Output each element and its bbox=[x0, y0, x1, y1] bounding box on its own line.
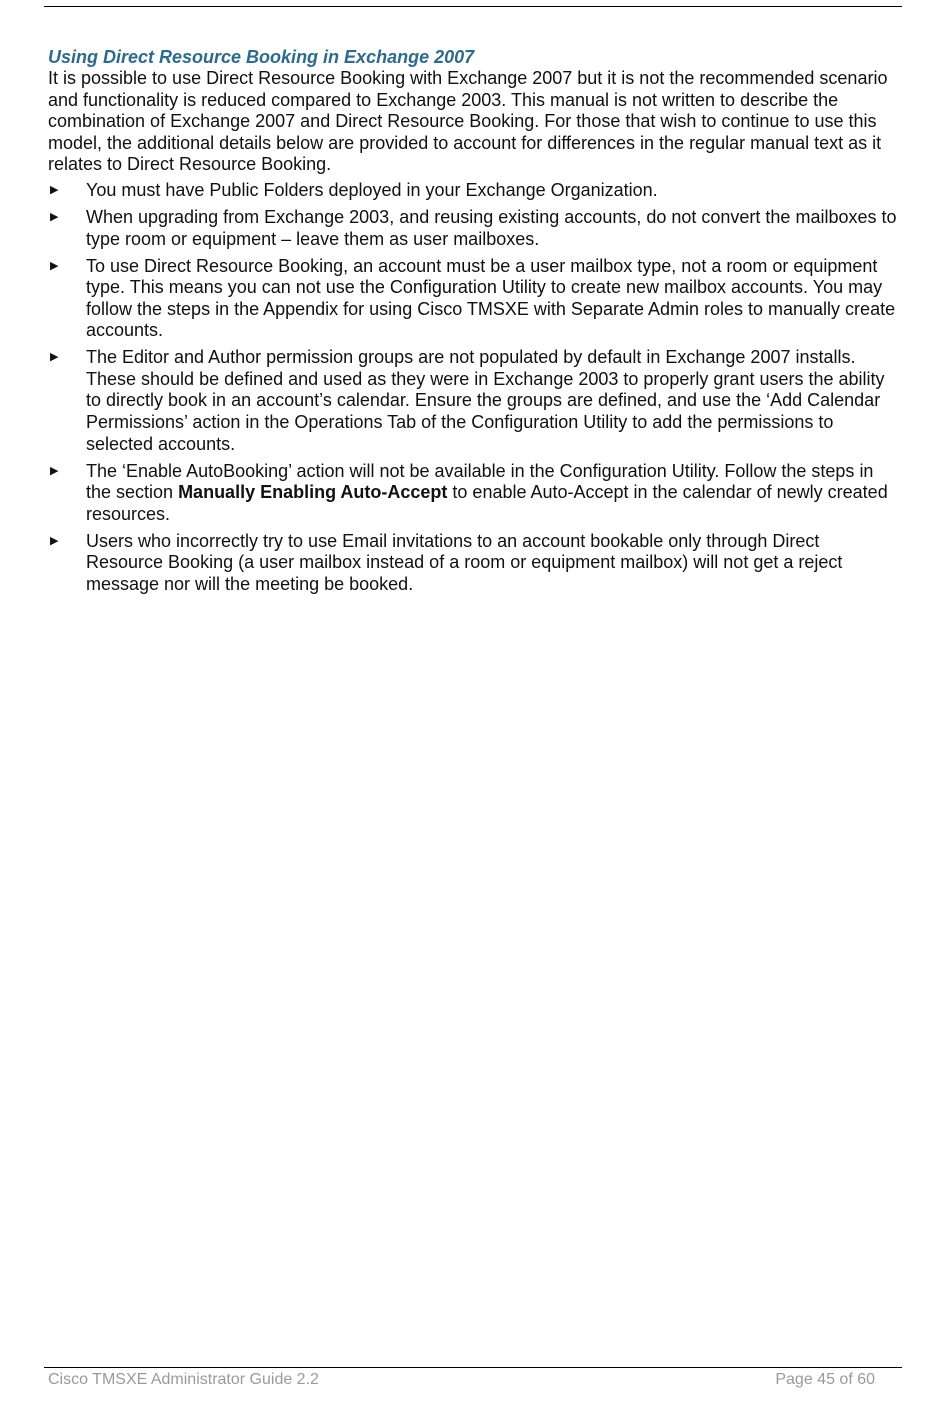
triangle-bullet-icon: ▶ bbox=[50, 534, 59, 547]
triangle-bullet-icon: ▶ bbox=[50, 259, 59, 272]
header-rule bbox=[44, 6, 902, 7]
list-item bbox=[48, 256, 900, 342]
list-item bbox=[48, 531, 900, 596]
list-item-text-before: The ‘Enable AutoBooking’ action will not be available in the Configuration Utility. Follow the steps in the section bbox=[86, 460, 874, 503]
list-item-text: You must have Public Folders deployed in your Exchange Organization. bbox=[86, 179, 658, 200]
section-reference: Manually Enabling Auto-Accept bbox=[178, 482, 448, 503]
list-item-text: Users who incorrectly try to use Email invitations to an account bookable only through Direct Resource Booking (a user mailbox instead of a room or equipment mailbox) will not get a reject message nor will the meeting be booked. bbox=[86, 530, 843, 595]
triangle-bullet-icon: ▶ bbox=[50, 210, 59, 223]
list-item bbox=[48, 180, 900, 202]
page-content bbox=[48, 46, 900, 601]
section-heading: Using Direct Resource Booking in Exchange 2007 bbox=[48, 47, 475, 67]
list-item-text: When upgrading from Exchange 2003, and reusing existing accounts, do not convert the mailboxes to type room or equipment – leave them as user mailboxes. bbox=[86, 206, 897, 249]
footer-page-number: Page 45 of 60 bbox=[775, 1371, 875, 1388]
list-item-text: To use Direct Resource Booking, an account must be a user mailbox type, not a room or equipment type. This means you can not use the Configuration Utility to create new mailbox accounts. You may follow the steps in the Appendix for using Cisco TMSXE with Separate Admin roles to manually create accounts. bbox=[86, 255, 896, 341]
list-item-text bbox=[86, 461, 888, 524]
intro-paragraph: It is possible to use Direct Resource Booking with Exchange 2007 but it is not the recommended scenario and functionality is reduced compared to Exchange 2003. This manual is not written to describe the combination of Exchange 2007 and Direct Resource Booking. For those that wish to continue to use this model, the additional details below are provided to account for differences in the regular manual text as it relates to Direct Resource Booking. bbox=[48, 68, 888, 175]
list-item-text-after: to enable Auto-Accept in the calendar of newly created resources. bbox=[86, 482, 888, 524]
list-item bbox=[48, 461, 900, 526]
list-item-text: The Editor and Author permission groups are not populated by default in Exchange 2007 installs. These should be defined and used as they were in Exchange 2003 to properly grant users the ability to directly book in an account’s calendar. Ensure the groups are defined, and use the ‘Add Calendar Permissions’ action in the Operations Tab of the Configuration Utility to add the permissions to selected accounts. bbox=[86, 347, 885, 454]
bullet-list bbox=[48, 180, 900, 596]
footer-rule bbox=[44, 1367, 902, 1368]
list-item bbox=[48, 347, 900, 455]
triangle-bullet-icon: ▶ bbox=[50, 351, 59, 364]
list-item bbox=[48, 207, 900, 250]
triangle-bullet-icon: ▶ bbox=[50, 183, 59, 196]
footer-document-title: Cisco TMSXE Administrator Guide 2.2 bbox=[48, 1371, 319, 1388]
triangle-bullet-icon: ▶ bbox=[50, 464, 59, 477]
